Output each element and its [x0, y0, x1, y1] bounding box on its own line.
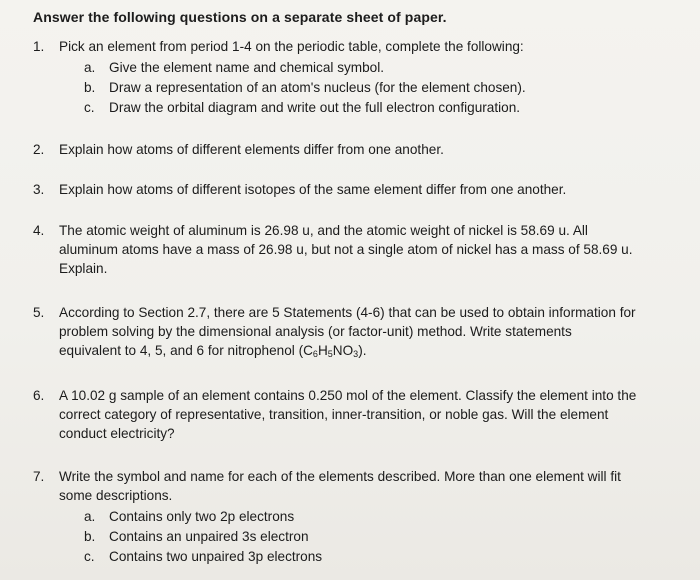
part-text: Contains an unpaired 3s electron — [109, 529, 309, 544]
part-text: Give the element name and chemical symbol. — [109, 60, 385, 75]
question-line: some descriptions. — [59, 488, 173, 503]
question-text — [59, 386, 679, 443]
question-line: Write the symbol and name for each of the elements described. More than one element will fit — [59, 469, 621, 484]
question-number: 2. — [33, 142, 45, 157]
part-letter: b. — [84, 529, 96, 544]
question-number: 6. — [33, 388, 45, 403]
question-text: Explain how atoms of different elements differ from one another. — [59, 142, 444, 157]
question-text: Pick an element from period 1-4 on the periodic table, complete the following: — [59, 39, 524, 54]
part-text: Contains two unpaired 3p electrons — [109, 549, 323, 564]
question-line — [59, 341, 679, 360]
question-number: 3. — [33, 182, 45, 197]
part-letter: a. — [84, 60, 96, 75]
question-7-part-a — [84, 507, 294, 526]
part-letter: c. — [84, 100, 95, 115]
question-1-part-c — [84, 98, 520, 117]
question-4 — [33, 221, 679, 278]
question-7-part-c — [84, 547, 322, 566]
question-7-part-b — [84, 527, 309, 546]
part-letter: b. — [84, 80, 96, 95]
question-line: According to Section 2.7, there are 5 Statements (4-6) that can be used to obtain information for — [59, 305, 636, 320]
question-line: A 10.02 g sample of an element contains 0.250 mol of the element. Classify the element into the — [59, 388, 637, 403]
question-number: 4. — [33, 223, 45, 238]
question-1-part-b — [84, 78, 526, 97]
formula-subscript-c: 6 — [312, 349, 318, 359]
question-6 — [33, 386, 679, 443]
formula-subscript-h: 5 — [327, 349, 333, 359]
question-number: 1. — [33, 39, 45, 54]
question-1 — [33, 37, 679, 56]
question-2 — [33, 140, 679, 159]
question-number: 7. — [33, 469, 45, 484]
line-prefix: equivalent to 4, 5, and 6 for nitrophenol (C — [59, 343, 313, 358]
question-text — [59, 303, 679, 360]
formula-subscript-no: 3 — [353, 349, 359, 359]
question-line: correct category of representative, transition, inner-transition, or noble gas. Will the element — [59, 407, 609, 422]
part-letter: c. — [84, 549, 95, 564]
formula-no: NO — [332, 343, 354, 358]
question-3 — [33, 180, 679, 199]
question-line: aluminum atoms have a mass of 26.98 u, but not a single atom of nickel has a mass of 58.69 u. — [59, 242, 633, 257]
question-5 — [33, 303, 679, 360]
instructions-heading: Answer the following questions on a separate sheet of paper. — [33, 9, 447, 25]
question-line: problem solving by the dimensional analysis (or factor-unit) method. Write statements — [59, 324, 572, 339]
part-text: Draw a representation of an atom's nucleus (for the element chosen). — [109, 80, 526, 95]
question-1-part-a — [84, 58, 384, 77]
line-suffix: ). — [358, 343, 367, 358]
question-7 — [33, 467, 679, 505]
part-text: Contains only two 2p electrons — [109, 509, 295, 524]
question-number: 5. — [33, 305, 45, 320]
part-text: Draw the orbital diagram and write out the full electron configuration. — [109, 100, 521, 115]
question-text — [59, 221, 679, 278]
question-line: Explain. — [59, 261, 108, 276]
question-text: Explain how atoms of different isotopes of the same element differ from one another. — [59, 182, 567, 197]
question-text — [59, 467, 679, 505]
formula-h: H — [317, 343, 328, 358]
question-line: The atomic weight of aluminum is 26.98 u, and the atomic weight of nickel is 58.69 u. All — [59, 223, 588, 238]
question-line: conduct electricity? — [59, 426, 175, 441]
part-letter: a. — [84, 509, 96, 524]
